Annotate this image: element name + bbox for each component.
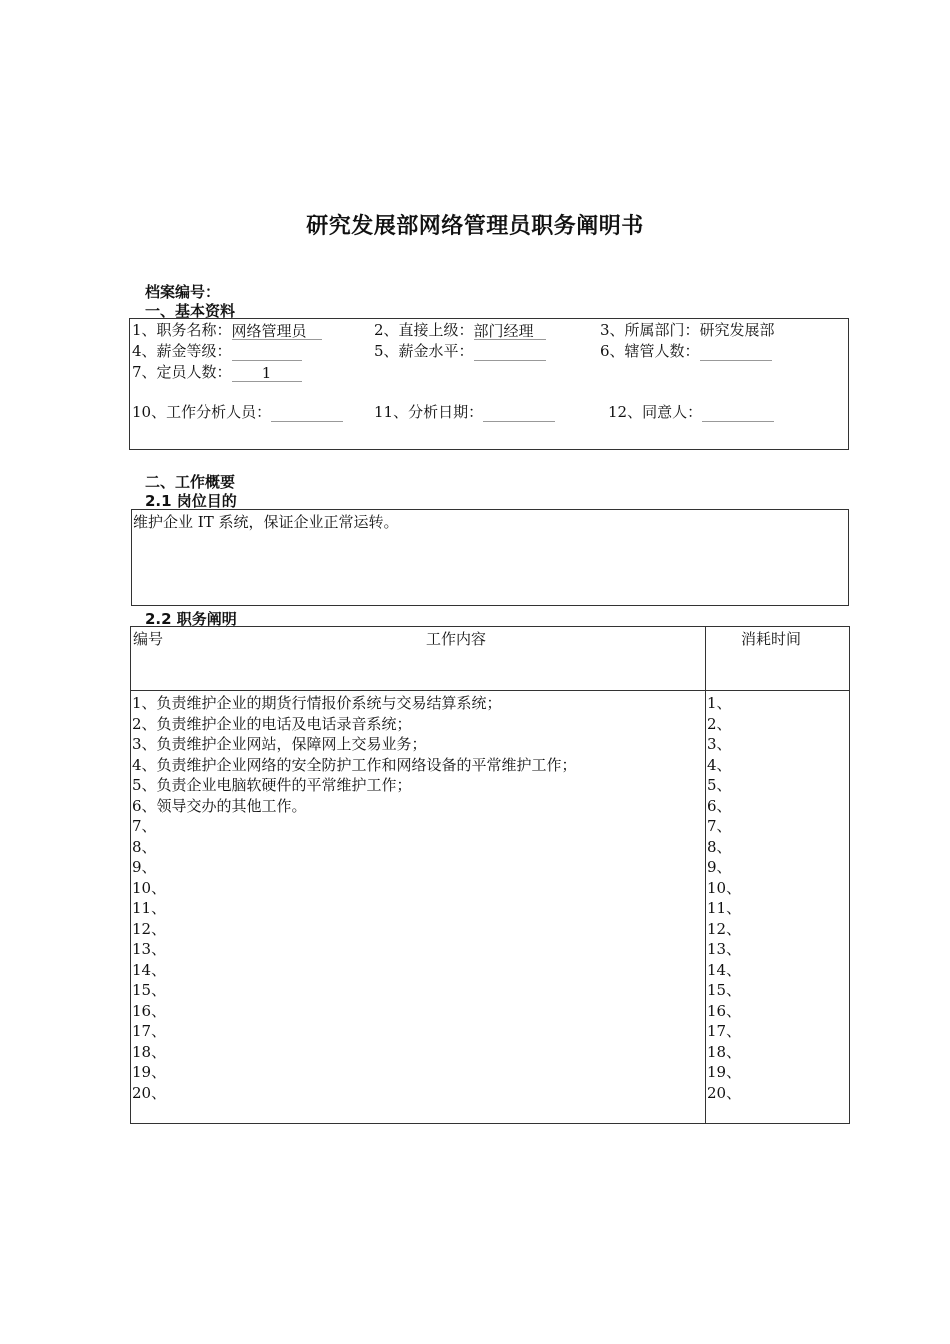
duty-item: 4、负责维护企业网络的安全防护工作和网络设备的平常维护工作； [132,755,577,774]
duty-item: 8、 [132,837,157,856]
time-item: 6、 [707,796,732,815]
duty-item: 9、 [132,858,157,876]
header-no: 编号 [133,630,164,648]
field-label: 6、辖管人数： [600,342,700,360]
field-managed-count [600,341,772,361]
field-approver [608,402,774,422]
purpose-box [131,509,849,606]
duty-item: 1、负责维护企业的期货行情报价系统与交易结算系统； [132,694,502,712]
header-divider [131,690,849,691]
field-analysis-date [374,402,555,422]
field-value [700,342,772,361]
field-label: 1、职务名称： [132,321,232,339]
file-number-label: 档案编号： [145,283,221,301]
duty-item: 3、负责维护企业网站，保障网上交易业务； [132,735,427,753]
duty-item: 14、 [132,960,167,979]
time-item: 1、 [707,694,732,712]
time-item: 11、 [707,899,742,917]
field-label: 10、工作分析人员： [132,403,272,421]
duty-item: 13、 [132,940,167,958]
duty-item: 2、负责维护企业的电话及电话录音系统； [132,714,412,733]
field-value [474,342,546,361]
time-item: 5、 [707,776,732,794]
time-item: 18、 [707,1042,742,1061]
duty-item: 16、 [132,1001,167,1020]
field-value: 网络管理员 [232,321,322,340]
time-item: 16、 [707,1001,742,1020]
duty-item: 10、 [132,878,167,897]
time-item: 14、 [707,960,742,979]
duty-item: 12、 [132,919,167,938]
time-item: 15、 [707,981,742,999]
time-item: 13、 [707,940,742,958]
field-label: 5、薪金水平： [374,342,474,360]
duty-item: 5、负责企业电脑软硬件的平常维护工作； [132,776,412,794]
duty-item: 11、 [132,899,167,917]
field-headcount [132,362,302,382]
field-value: 研究发展部 [699,321,775,339]
field-salary-level [374,341,546,361]
time-item: 7、 [707,817,732,835]
field-job-title [132,320,322,340]
field-value: 部门经理 [474,321,546,340]
field-label: 11、分析日期： [374,403,484,421]
duty-item: 17、 [132,1022,167,1040]
time-item: 19、 [707,1063,742,1081]
field-value [702,403,774,422]
field-value [232,342,302,361]
field-label: 7、定员人数： [132,363,232,381]
time-item: 3、 [707,735,732,753]
field-label: 3、所属部门： [600,321,700,339]
duty-item: 20、 [132,1083,167,1102]
field-salary-grade [132,341,302,361]
duty-item: 19、 [132,1063,167,1081]
duty-item: 6、领导交办的其他工作。 [132,796,307,815]
duties-heading: 2.2 职务阐明 [145,610,237,628]
field-analyst [132,402,343,422]
section2-heading: 二、工作概要 [145,473,236,491]
time-item: 2、 [707,714,732,733]
time-item: 8、 [707,837,732,856]
column-divider [705,627,706,1123]
time-item: 20、 [707,1083,742,1102]
purpose-heading: 2.1 岗位目的 [145,492,237,510]
field-department [600,320,775,340]
header-content: 工作内容 [426,630,487,648]
basic-info-box [129,318,849,450]
duty-item: 18、 [132,1042,167,1061]
time-item: 10、 [707,878,742,897]
duties-table [130,626,850,1124]
page-title: 研究发展部网络管理员职务阐明书 [306,214,644,239]
field-value: 1 [232,363,302,382]
time-item: 17、 [707,1022,742,1040]
time-item: 12、 [707,919,742,938]
duty-item: 7、 [132,817,157,835]
field-label: 4、薪金等级： [132,342,232,360]
duties-list [132,693,577,1103]
field-value [483,403,555,422]
purpose-text: 维护企业 IT 系统，保证企业正常运转。 [133,513,399,531]
section1-heading: 一、基本资料 [145,302,236,320]
header-time: 消耗时间 [741,630,802,648]
time-item: 9、 [707,858,732,876]
field-supervisor [374,320,546,340]
field-value [271,403,343,422]
field-label: 2、直接上级： [374,321,474,339]
field-label: 12、同意人： [608,403,703,421]
time-item: 4、 [707,755,732,774]
times-list [707,693,741,1103]
duty-item: 15、 [132,981,167,999]
